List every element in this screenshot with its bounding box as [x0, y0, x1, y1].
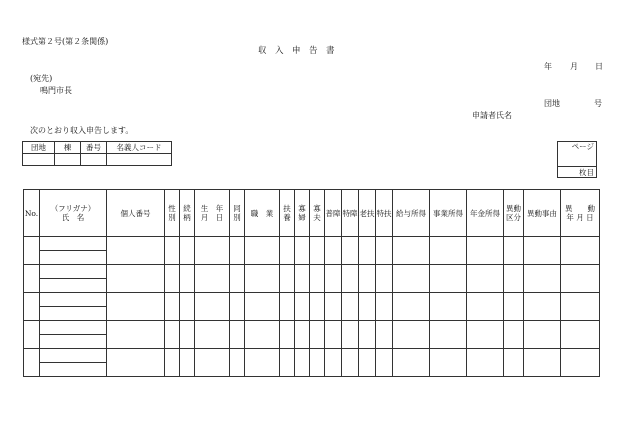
danchi-cell[interactable] — [23, 154, 55, 166]
relation-cell[interactable] — [180, 321, 195, 349]
table-body — [24, 237, 600, 377]
change-category-cell[interactable] — [504, 265, 524, 293]
col-cohabit: 同別 — [230, 190, 245, 237]
relation-cell[interactable] — [180, 293, 195, 321]
name-cell[interactable] — [40, 279, 107, 293]
sex-cell[interactable] — [165, 321, 180, 349]
addressee-prefix: (宛先) — [30, 74, 53, 83]
pension-income-cell[interactable] — [467, 265, 504, 293]
special-disabled-cell[interactable] — [342, 265, 359, 293]
col-pension-income: 年金所得 — [467, 190, 504, 237]
sex-cell[interactable] — [165, 349, 180, 377]
sex-cell[interactable] — [165, 293, 180, 321]
col-furigana: （フリガナ） — [50, 204, 96, 213]
name-cell[interactable] — [40, 251, 107, 265]
birthdate-cell[interactable] — [195, 293, 230, 321]
relation-cell[interactable] — [180, 349, 195, 377]
name-cell[interactable] — [40, 335, 107, 349]
table-row — [24, 349, 600, 363]
col-elderly-dependent: 老扶 — [359, 190, 376, 237]
col-disabled: 普障 — [325, 190, 342, 237]
widower-cell[interactable] — [310, 321, 325, 349]
special-disabled-cell[interactable] — [342, 293, 359, 321]
dependent-cell[interactable] — [280, 321, 295, 349]
change-category-cell[interactable] — [504, 321, 524, 349]
elderly-dependent-cell[interactable] — [359, 349, 376, 377]
col-name — [40, 190, 107, 237]
disabled-cell[interactable] — [325, 293, 342, 321]
widow-cell[interactable] — [295, 237, 310, 265]
furigana-cell[interactable] — [40, 349, 107, 363]
month-label: 月 — [570, 62, 578, 71]
table-row — [24, 293, 600, 307]
danchi-label: 団地 — [544, 99, 560, 108]
cohabit-cell[interactable] — [230, 321, 245, 349]
birthdate-cell[interactable] — [195, 237, 230, 265]
occupation-cell[interactable] — [245, 349, 280, 377]
elderly-dependent-cell[interactable] — [359, 321, 376, 349]
cohabit-cell[interactable] — [230, 237, 245, 265]
change-reason-cell[interactable] — [524, 293, 561, 321]
change-date-cell[interactable] — [561, 237, 600, 265]
salary-income-cell[interactable] — [393, 237, 430, 265]
row-no-cell[interactable] — [24, 349, 40, 377]
col-special-disabled: 特障 — [342, 190, 359, 237]
page-label[interactable]: ページ — [558, 142, 597, 167]
row-no-cell[interactable] — [24, 237, 40, 265]
col-change-date-top: 異 動 — [565, 204, 595, 213]
name-cell[interactable] — [40, 363, 107, 377]
personal-number-cell[interactable] — [107, 349, 165, 377]
salary-income-cell[interactable] — [393, 321, 430, 349]
col-personal-number: 個人番号 — [107, 190, 165, 237]
header-danchi: 団地 — [23, 142, 55, 154]
table-row — [24, 321, 600, 335]
change-category-cell[interactable] — [504, 349, 524, 377]
dependent-cell[interactable] — [280, 349, 295, 377]
holder-code-cell[interactable] — [107, 154, 172, 166]
header-number: 番号 — [81, 142, 107, 154]
year-label: 年 — [544, 62, 552, 71]
widow-cell[interactable] — [295, 349, 310, 377]
special-dependent-cell[interactable] — [376, 293, 393, 321]
business-income-cell[interactable] — [430, 237, 467, 265]
disabled-cell[interactable] — [325, 265, 342, 293]
special-disabled-cell[interactable] — [342, 321, 359, 349]
sheet-label[interactable]: 枚目 — [558, 167, 597, 178]
furigana-cell[interactable] — [40, 265, 107, 279]
furigana-cell[interactable] — [40, 321, 107, 335]
change-reason-cell[interactable] — [524, 349, 561, 377]
income-table — [23, 189, 600, 377]
col-name-label: 氏 名 — [61, 213, 85, 222]
col-change-date — [561, 190, 600, 237]
personal-number-cell[interactable] — [107, 321, 165, 349]
dependent-cell[interactable] — [280, 293, 295, 321]
special-dependent-cell[interactable] — [376, 321, 393, 349]
birthdate-cell[interactable] — [195, 265, 230, 293]
header-building: 棟 — [55, 142, 81, 154]
birthdate-cell[interactable] — [195, 321, 230, 349]
change-category-cell[interactable] — [504, 293, 524, 321]
form-label: 様式第２号(第２条関係) — [22, 37, 109, 46]
business-income-cell[interactable] — [430, 293, 467, 321]
widow-cell[interactable] — [295, 293, 310, 321]
sex-cell[interactable] — [165, 265, 180, 293]
col-salary-income: 給与所得 — [393, 190, 430, 237]
furigana-cell[interactable] — [40, 293, 107, 307]
row-no-cell[interactable] — [24, 265, 40, 293]
business-income-cell[interactable] — [430, 265, 467, 293]
relation-cell[interactable] — [180, 265, 195, 293]
col-birthdate — [195, 190, 230, 237]
change-reason-cell[interactable] — [524, 321, 561, 349]
personal-number-cell[interactable] — [107, 293, 165, 321]
special-disabled-cell[interactable] — [342, 237, 359, 265]
pension-income-cell[interactable] — [467, 293, 504, 321]
pension-income-cell[interactable] — [467, 349, 504, 377]
col-birth-top: 生 年 — [200, 204, 224, 213]
dependent-cell[interactable] — [280, 237, 295, 265]
header-holder-code: 名義人コード — [107, 142, 172, 154]
col-change-date-bottom: 年 月 日 — [566, 213, 594, 222]
pension-income-cell[interactable] — [467, 321, 504, 349]
dependent-cell[interactable] — [280, 265, 295, 293]
day-label: 日 — [595, 62, 603, 71]
change-date-cell[interactable] — [561, 349, 600, 377]
relation-cell[interactable] — [180, 237, 195, 265]
change-category-cell[interactable] — [504, 237, 524, 265]
business-income-cell[interactable] — [430, 349, 467, 377]
change-date-cell[interactable] — [561, 265, 600, 293]
widower-cell[interactable] — [310, 265, 325, 293]
cohabit-cell[interactable] — [230, 265, 245, 293]
special-dependent-cell[interactable] — [376, 349, 393, 377]
col-widow: 寡婦 — [295, 190, 310, 237]
col-special-dependent: 特扶 — [376, 190, 393, 237]
occupation-cell[interactable] — [245, 293, 280, 321]
row-no-cell[interactable] — [24, 321, 40, 349]
col-no: No. — [24, 190, 40, 237]
col-widower: 寡夫 — [310, 190, 325, 237]
pension-income-cell[interactable] — [467, 237, 504, 265]
salary-income-cell[interactable] — [393, 293, 430, 321]
widower-cell[interactable] — [310, 349, 325, 377]
elderly-dependent-cell[interactable] — [359, 237, 376, 265]
number-cell[interactable] — [81, 154, 107, 166]
page-box — [557, 141, 597, 178]
personal-number-cell[interactable] — [107, 237, 165, 265]
salary-income-cell[interactable] — [393, 349, 430, 377]
cohabit-cell[interactable] — [230, 349, 245, 377]
occupation-cell[interactable] — [245, 237, 280, 265]
widower-cell[interactable] — [310, 237, 325, 265]
birthdate-cell[interactable] — [195, 349, 230, 377]
widow-cell[interactable] — [295, 265, 310, 293]
applicant-name-label: 申請者氏名 — [472, 111, 512, 120]
col-relation: 続柄 — [180, 190, 195, 237]
disabled-cell[interactable] — [325, 349, 342, 377]
cohabit-cell[interactable] — [230, 293, 245, 321]
personal-number-cell[interactable] — [107, 265, 165, 293]
elderly-dependent-cell[interactable] — [359, 265, 376, 293]
widow-cell[interactable] — [295, 321, 310, 349]
salary-income-cell[interactable] — [393, 265, 430, 293]
col-birth-bottom: 月 日 — [200, 213, 224, 222]
table-row — [24, 265, 600, 279]
special-disabled-cell[interactable] — [342, 349, 359, 377]
special-dependent-cell[interactable] — [376, 265, 393, 293]
change-date-cell[interactable] — [561, 293, 600, 321]
document-title: 収 入 申 告 書 — [258, 46, 335, 56]
elderly-dependent-cell[interactable] — [359, 293, 376, 321]
table-row — [24, 237, 600, 251]
col-occupation: 職 業 — [245, 190, 280, 237]
special-dependent-cell[interactable] — [376, 237, 393, 265]
col-business-income: 事業所得 — [430, 190, 467, 237]
intro-text: 次のとおり収入申告します。 — [30, 126, 134, 135]
business-income-cell[interactable] — [430, 321, 467, 349]
room-label: 号 — [594, 99, 602, 108]
change-reason-cell[interactable] — [524, 237, 561, 265]
disabled-cell[interactable] — [325, 237, 342, 265]
change-date-cell[interactable] — [561, 321, 600, 349]
col-change-category: 異動区分 — [504, 190, 524, 237]
col-change-reason: 異動事由 — [524, 190, 561, 237]
name-cell[interactable] — [40, 307, 107, 321]
occupation-cell[interactable] — [245, 321, 280, 349]
widower-cell[interactable] — [310, 293, 325, 321]
occupation-cell[interactable] — [245, 265, 280, 293]
change-reason-cell[interactable] — [524, 265, 561, 293]
code-table — [22, 141, 172, 166]
row-no-cell[interactable] — [24, 293, 40, 321]
building-cell[interactable] — [55, 154, 81, 166]
addressee: 鳴門市長 — [40, 86, 72, 95]
col-dependent: 扶養 — [280, 190, 295, 237]
disabled-cell[interactable] — [325, 321, 342, 349]
sex-cell[interactable] — [165, 237, 180, 265]
furigana-cell[interactable] — [40, 237, 107, 251]
col-sex: 性別 — [165, 190, 180, 237]
